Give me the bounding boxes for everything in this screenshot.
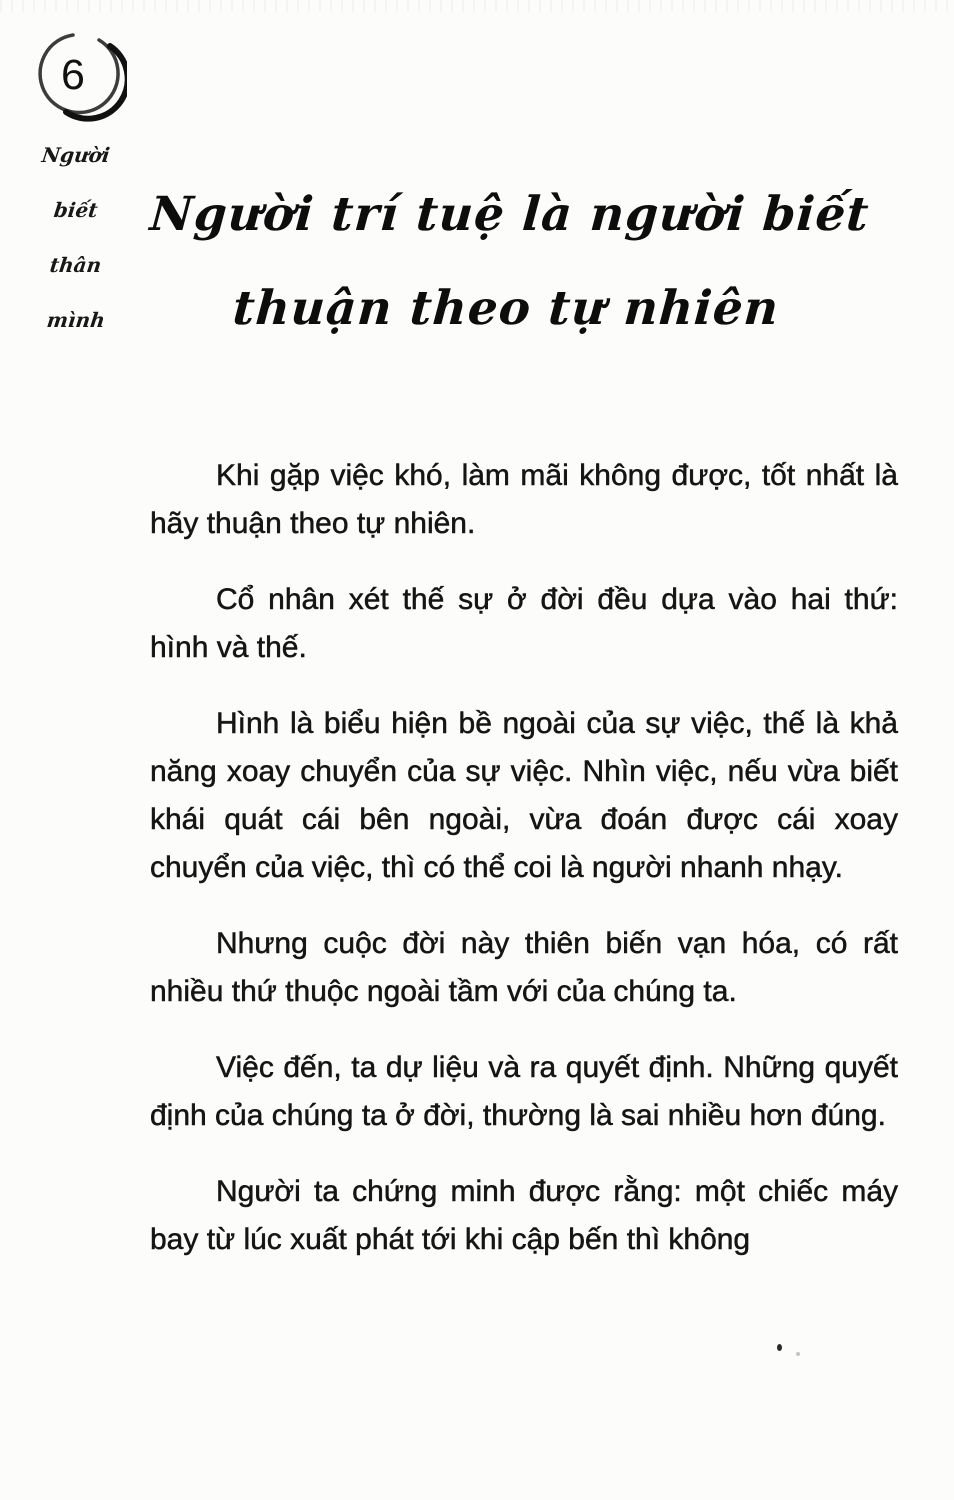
paragraph: Việc đến, ta dự liệu và ra quyết định. Những quyết định của chúng ta ở đời, thường là sai nhiều hơn đúng.	[150, 1051, 898, 1132]
scan-artifact-dot	[777, 1344, 782, 1351]
paragraph: Người ta chứng minh được rằng: một chiếc máy bay từ lúc xuất phát tới khi cập bến thì không	[150, 1175, 898, 1256]
paragraph: Khi gặp việc khó, làm mãi không được, tốt nhất là hãy thuận theo tự nhiên.	[150, 459, 898, 540]
margin-word: biết	[52, 198, 100, 222]
margin-word: mình	[45, 308, 107, 332]
chapter-title	[148, 168, 872, 356]
body-text	[150, 452, 898, 1292]
page-number-circle	[33, 28, 127, 122]
paragraph: Hình là biểu hiện bề ngoài của sự việc, thế là khả năng xoay chuyển của sự việc. Nhìn việc, nếu vừa biết khái quát cái bên ngoài, vừa đoán được cái xoay chuyển của việc, thì có thể coi là người nhanh nhạy.	[150, 707, 898, 884]
page-number: 6	[61, 50, 85, 99]
paragraph: Nhưng cuộc đời này thiên biến vạn hóa, có rất nhiều thứ thuộc ngoài tầm với của chúng ta.	[150, 927, 898, 1008]
paragraph: Cổ nhân xét thế sự ở đời đều dựa vào hai thứ: hình và thế.	[150, 583, 898, 664]
chapter-title-line-2: thuận theo tự nhiên	[231, 281, 781, 336]
margin-word: Người	[40, 143, 112, 167]
scan-artifact-dot	[796, 1352, 800, 1356]
margin-title-column	[28, 140, 124, 335]
margin-word: thân	[48, 253, 104, 277]
scan-noise-strip	[0, 0, 954, 12]
chapter-title-line-1: Người trí tuệ là người biết	[148, 187, 872, 242]
